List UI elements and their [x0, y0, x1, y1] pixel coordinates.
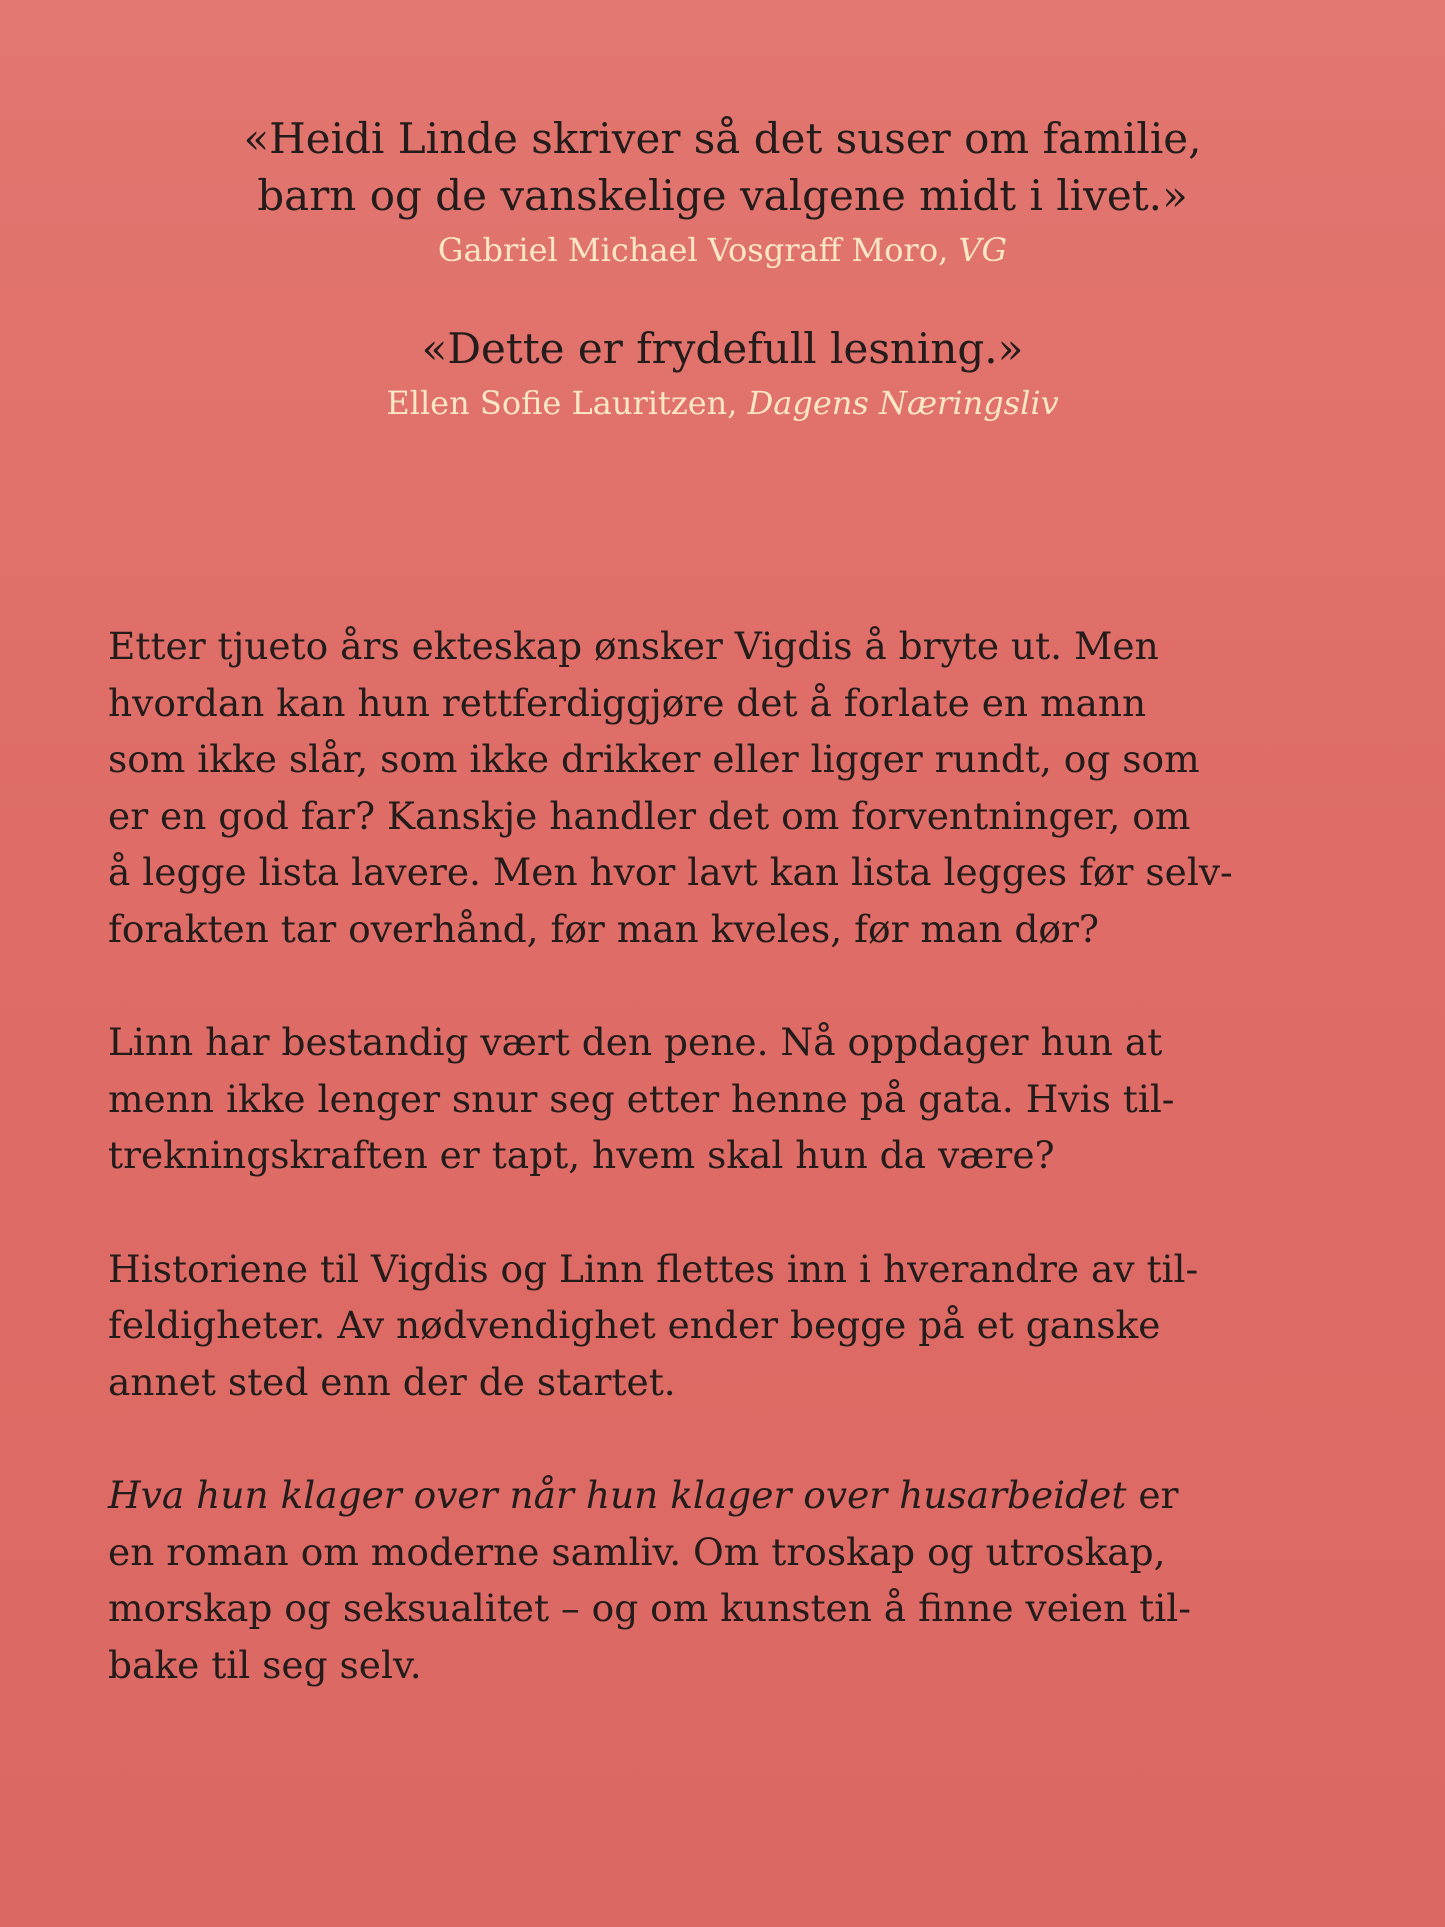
review-publication: Dagens Næringsliv	[747, 384, 1059, 422]
review-source	[0, 228, 1445, 272]
text-line: morskap og seksualitet – og om kunsten å finne veien til-	[108, 1586, 1191, 1630]
book-description	[108, 618, 1338, 1693]
text-fragment: er	[1126, 1473, 1179, 1517]
text-line: hvordan kan hun rettferdiggjøre det å forlate en mann	[108, 680, 1147, 725]
review-quote-dn	[0, 320, 1445, 425]
review-quote-text	[0, 110, 1445, 224]
text-line: som ikke slår, som ikke drikker eller ligger rundt, og som	[108, 737, 1200, 781]
text-line: Historiene til Vigdis og Linn flettes inn i hverandre av til-	[108, 1246, 1199, 1291]
quote-line: barn og de vanskelige valgene midt i livet.»	[257, 171, 1188, 220]
review-author: Ellen Sofie Lauritzen,	[386, 384, 738, 422]
text-line: å legge lista lavere. Men hvor lavt kan lista legges før selv-	[108, 850, 1233, 894]
text-line: Linn har bestandig vært den pene. Nå oppdager hun at	[108, 1020, 1163, 1064]
quote-line: «Heidi Linde skriver så det suser om familie,	[243, 114, 1202, 163]
text-line	[108, 1467, 1338, 1524]
text-line: forakten tar overhånd, før man kveles, før man dør?	[108, 906, 1100, 951]
text-line: menn ikke lenger snur seg etter henne på gata. Hvis til-	[108, 1076, 1175, 1121]
description-paragraph-linn	[108, 1014, 1338, 1184]
text-line: bake til seg selv.	[108, 1642, 422, 1687]
description-paragraph-stories	[108, 1241, 1338, 1411]
review-author: Gabriel Michael Vosgraff Moro,	[437, 231, 949, 269]
description-paragraph-novel	[108, 1467, 1338, 1693]
review-quote-text	[0, 320, 1445, 377]
review-quote-vg	[0, 110, 1445, 272]
text-line: Etter tjueto års ekteskap ønsker Vigdis å bryte ut. Men	[108, 624, 1159, 668]
text-line: trekningskraften er tapt, hvem skal hun da være?	[108, 1133, 1055, 1177]
review-source	[0, 381, 1445, 425]
text-line: er en god far? Kanskje handler det om forventninger, om	[108, 793, 1191, 838]
quote-line: «Dette er frydefull lesning.»	[421, 324, 1024, 373]
text-line: feldigheter. Av nødvendighet ender begge på et ganske	[108, 1303, 1161, 1347]
description-paragraph-vigdis	[108, 618, 1338, 957]
review-quotes	[0, 110, 1445, 425]
text-line: en roman om moderne samliv. Om troskap og utroskap,	[108, 1529, 1166, 1574]
review-publication: VG	[958, 231, 1008, 269]
text-line: annet sted enn der de startet.	[108, 1359, 676, 1404]
book-title: Hva hun klager over når hun klager over husarbeidet	[108, 1473, 1127, 1517]
